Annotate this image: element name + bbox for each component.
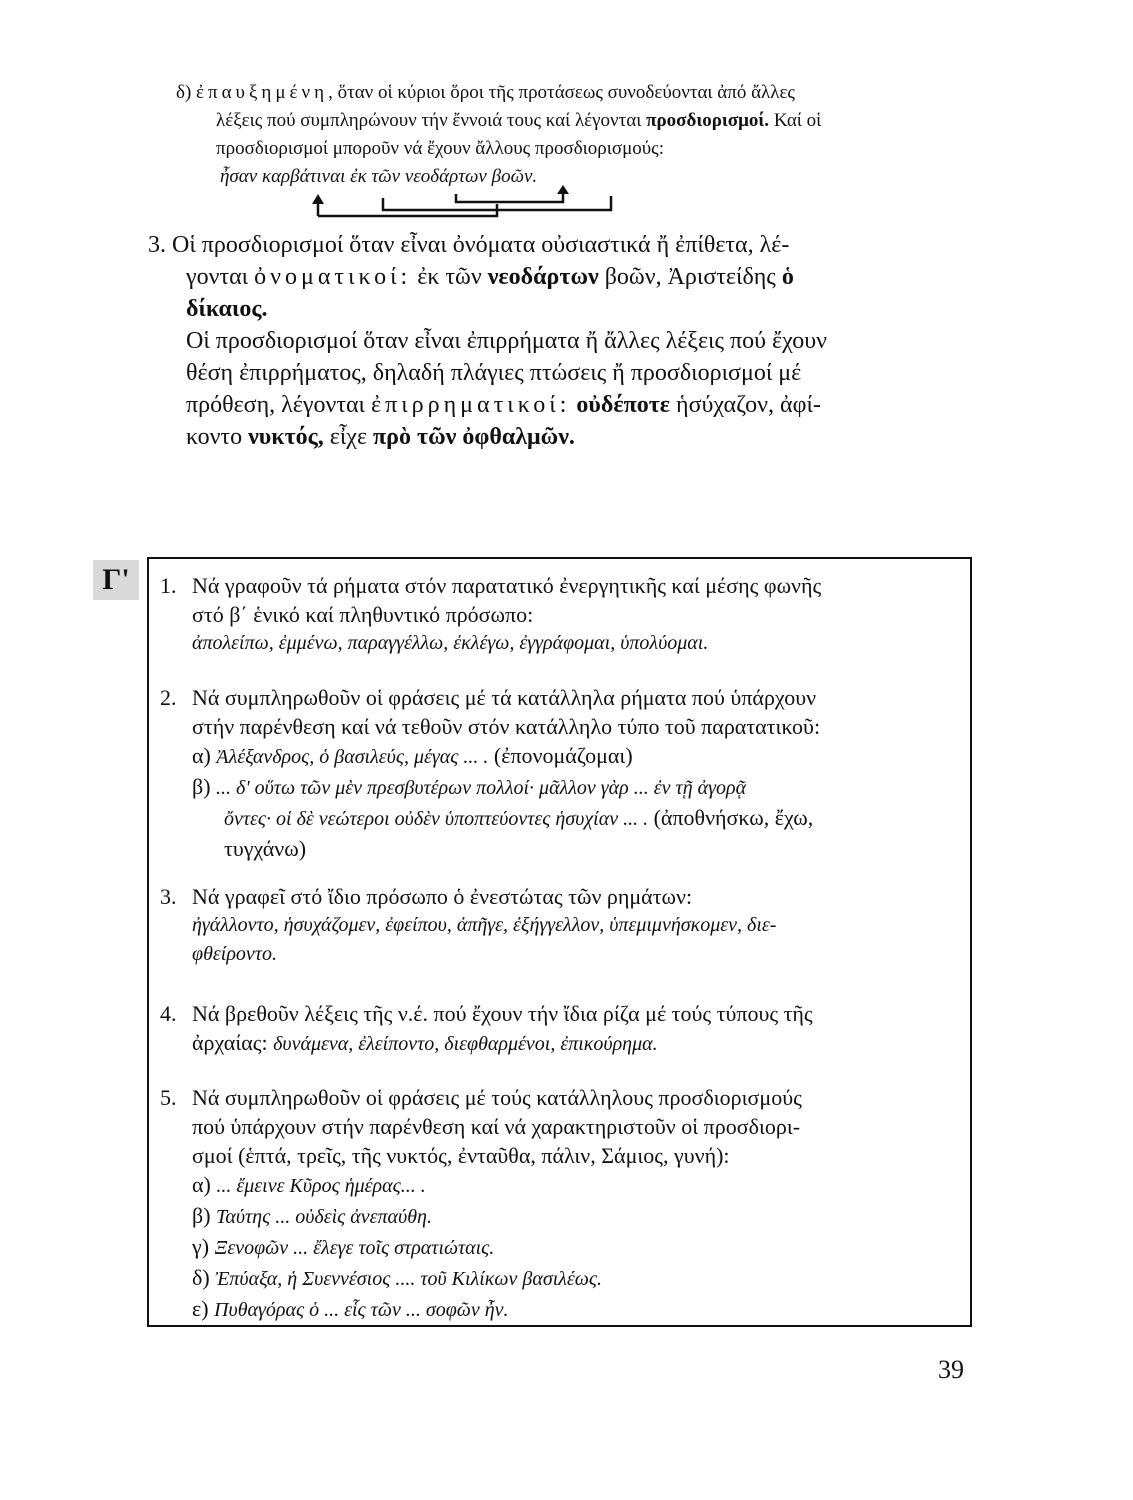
section-d-label: δ) — [176, 82, 192, 103]
exercise-2-a: α) Ἀλέξανδρος, ὁ βασιλεύς, μέγας ... . (ἐπονομάζομαι) — [192, 743, 633, 768]
exercise-5-item: ε) Πυθαγόρας ὁ ... εἷς τῶν ... σοφῶν ἦν. — [192, 1296, 509, 1321]
modifier-brackets-diagram — [300, 174, 620, 220]
section-3-p2-line3: πρόθεση, λέγονται ἐπιρρηματικοί: οὐδέποτε ἡσύχαζον, ἀφί- — [186, 392, 821, 418]
exercise-1-words: ἀπολείπω, ἐμμένω, παραγγέλλω, ἐκλέγω, ἐγγράφομαι, ὑπολύομαι. — [192, 632, 709, 654]
section-3-line1: 3. Οἱ προσδιορισμοί ὅταν εἶναι ὀνόματα οὐσιαστικά ἤ ἐπίθετα, λέ- — [148, 232, 790, 258]
section-3 — [148, 229, 978, 453]
bracket-arrow-inner — [557, 185, 569, 194]
exercise-5: 5. Νά συμπληρωθοῦν οἱ φράσεις μέ τούς κατάλληλους προσδιορισμούς πού ὑπάρχουν στήν παρένθεση καί νά χαρακτηριστοῦν οἱ προσδιορι- σμοί (ἑπτά, τρεῖς, τῆς νυκτός, ἐνταῦθα, πάλιν, Σάμιος, γυνή): α) ... ἔμεινε Κῦρος ἡμέρας... . β) Ταύτης ... οὐδεὶς ἀνεπαύθη. γ) Ξενοφῶν ... ἔλεγε τοῖς στρατιώταις. δ) Ἐπύαξα, ἡ Συεννέσιος .... τοῦ Κιλίκων βασιλέως. ε) Πυθαγόρας ὁ ... εἷς τῶν ... σοφῶν ἦν. — [160, 1083, 960, 1325]
exercise-number: 3. — [160, 884, 177, 909]
exercise-5-item: δ) Ἐπύαξα, ἡ Συεννέσιος .... τοῦ Κιλίκων βασιλέως. — [192, 1265, 603, 1290]
section-d-example: ἦσαν καρβάτιναι ἐκ τῶν νεοδάρτων βοῶν. — [220, 166, 538, 187]
bracket-inner — [456, 192, 563, 202]
bracket-arrow-outer — [312, 194, 324, 204]
exercise-number: 5. — [160, 1085, 177, 1110]
section-d-line3: προσδιορισμοί μποροῦν νά ἔχουν ἄλλους προσδιορισμούς: — [216, 138, 664, 159]
exercise-2: 2. Νά συμπληρωθοῦν οἱ φράσεις μέ τά κατάλληλα ρήματα πού ὑπάρχουν στήν παρένθεση καί νά τεθοῦν στόν κατάλληλο τύπο τοῦ παρατατικοῦ: α) Ἀλέξανδρος, ὁ βασιλεύς, μέγας ... . (ἐπονομάζομαι) β) ... δ' οὕτω τῶν μὲν πρεσβυτέρων πολλοί· μᾶλλον γὰρ ... ἐν τῇ ἀγορᾷ ὄντες· οἱ δὲ νεώτεροι οὐδὲν ὑποπτεύοντες ἡσυχίαν ... . (ἀποθνήσκω, ἔχω, τυγχάνω) — [160, 683, 960, 863]
section-3-p2-line1: Οἱ προσδιορισμοί ὅταν εἶναι ἐπιρρήματα ἤ ἄλλες λέξεις πού ἔχουν — [186, 328, 827, 354]
section-gamma-label: Γ' — [93, 560, 139, 600]
section-3-p2-line2: θέση ἐπιρρήματος, δηλαδή πλάγιες πτώσεις ἤ προσδιορισμοί μέ — [186, 360, 802, 386]
section-d-term: ἐπαυξημένη — [196, 82, 329, 103]
section-3-line2: γονται ὀνοματικοί: ἐκ τῶν νεοδάρτων βοῶν, Ἀριστείδης ὁ — [186, 264, 794, 290]
exercise-number: 4. — [160, 1001, 177, 1026]
exercise-number: 2. — [160, 685, 177, 710]
exercise-3: 3. Νά γραφεῖ στό ἴδιο πρόσωπο ὁ ἐνεστώτας τῶν ρημάτων: ἠγάλλοντο, ἡσυχάζομεν, ἐφείπου, ἀπῆγε, ἐξήγγελλον, ὑπεμιμνήσκομεν, διε- φθείροντο. — [160, 884, 777, 965]
exercise-1: 1. Νά γραφοῦν τά ρήματα στόν παρατατικό ἐνεργητικῆς καί μέσης φωνῆς στό β΄ ἑνικό καί πληθυντικό πρόσωπο: ἀπολείπω, ἐμμένω, παραγγέλλω, ἐκλέγω, ἐγγράφομαι, ὑπολύομαι. — [160, 571, 960, 658]
exercise-5-item: α) ... ἔμεινε Κῦρος ἡμέρας... . — [192, 1172, 426, 1197]
section-3-line3: δίκαιος. — [186, 296, 268, 322]
term-epirrimatikoi: ἐπιρρηματικοί: — [371, 392, 571, 418]
section-d-line1: δ) ἐπαυξημένη, ὅταν οἱ κύριοι ὅροι τῆς προτάσεως συνοδεύονται ἀπό ἄλλες — [176, 82, 795, 103]
exercise-number: 1. — [160, 573, 177, 598]
page-number: 39 — [938, 1355, 964, 1384]
section-d-line2: λέξεις πού συμπληρώνουν τήν ἔννοιά τους καί λέγονται προσδιορισμοί. Καί οἱ — [216, 110, 822, 131]
exercise-5-item: β) Ταύτης ... οὐδεὶς ἀνεπαύθη. — [192, 1203, 432, 1228]
section-3-number: 3. — [148, 232, 166, 258]
section-3-p2-line4: κοντο νυκτός, εἶχε πρὸ τῶν ὀφθαλμῶν. — [186, 424, 575, 450]
exercise-4: 4. Νά βρεθοῦν λέξεις τῆς ν.έ. πού ἔχουν τήν ἴδια ρίζα μέ τούς τύπους τῆς ἀρχαίας: δυνάμενα, ἐλείποντο, διεφθαρμένοι, ἐπικούρημα. — [160, 1001, 813, 1055]
term-prosdiorismoi: προσδιορισμοί. — [646, 110, 770, 131]
exercise-5-item: γ) Ξενοφῶν ... ἔλεγε τοῖς στρατιώταις. — [192, 1234, 495, 1259]
exercise-2-b-cont: ὄντες· οἱ δὲ νεώτεροι οὐδὲν ὑποπτεύοντες ἡσυχίαν ... . (ἀποθνήσκω, ἔχω, — [224, 805, 814, 830]
term-onomatikoi: ὀνοματικοί: — [254, 264, 412, 290]
exercise-2-b: β) ... δ' οὕτω τῶν μὲν πρεσβυτέρων πολλοί· μᾶλλον γὰρ ... ἐν τῇ ἀγορᾷ — [192, 774, 747, 799]
